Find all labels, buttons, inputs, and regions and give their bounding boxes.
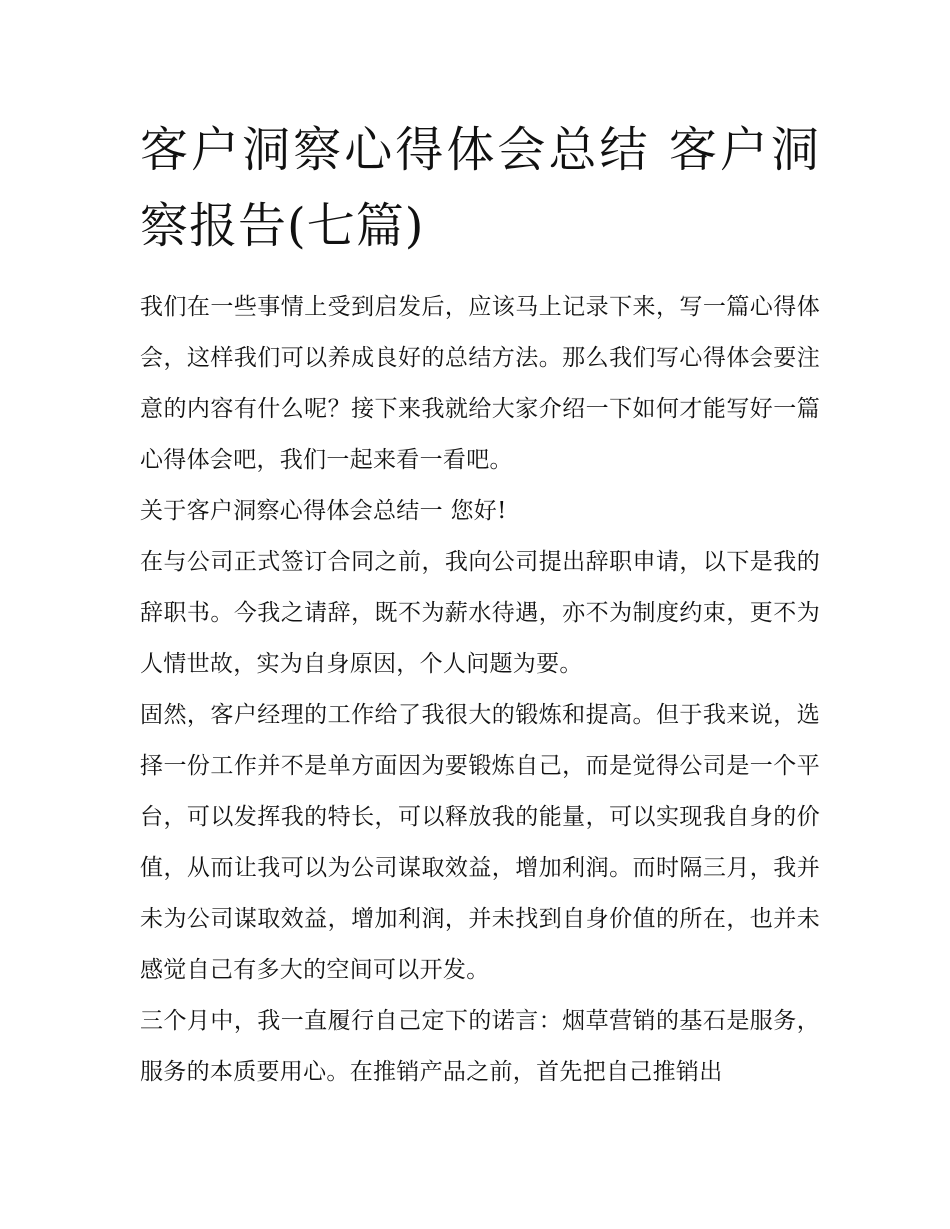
section-heading: 关于客户洞察心得体会总结一 您好! bbox=[140, 498, 507, 524]
document-page bbox=[140, 112, 820, 1098]
document-body bbox=[140, 282, 820, 1098]
body-paragraph: 三个月中，我一直履行自己定下的诺言：烟草营销的基石是服务，服务的本质要用心。在推销产品之前，首先把自己推销出 bbox=[140, 1008, 820, 1085]
intro-paragraph: 我们在一些事情上受到启发后，应该马上记录下来，写一篇心得体会，这样我们可以养成良好的总结方法。那么我们写心得体会要注意的内容有什么呢？接下来我就给大家介绍一下如何才能写好一篇心得体会吧，我们一起来看一看吧。 bbox=[140, 294, 820, 473]
document-title: 客户洞察心得体会总结 客户洞察报告(七篇) bbox=[140, 122, 820, 254]
body-paragraph: 固然，客户经理的工作给了我很大的锻炼和提高。但于我来说，选择一份工作并不是单方面因为要锻炼自己，而是觉得公司是一个平台，可以发挥我的特长，可以释放我的能量，可以实现我自身的价值，从而让我可以为公司谋取效益，增加利润。而时隔三月，我并未为公司谋取效益，增加利润，并未找到自身价值的所在，也并未感觉自己有多大的空间可以开发。 bbox=[140, 702, 820, 983]
body-paragraph: 在与公司正式签订合同之前，我向公司提出辞职申请，以下是我的辞职书。今我之请辞，既不为薪水待遇，亦不为制度约束，更不为人情世故，实为自身原因，个人问题为要。 bbox=[140, 549, 820, 677]
